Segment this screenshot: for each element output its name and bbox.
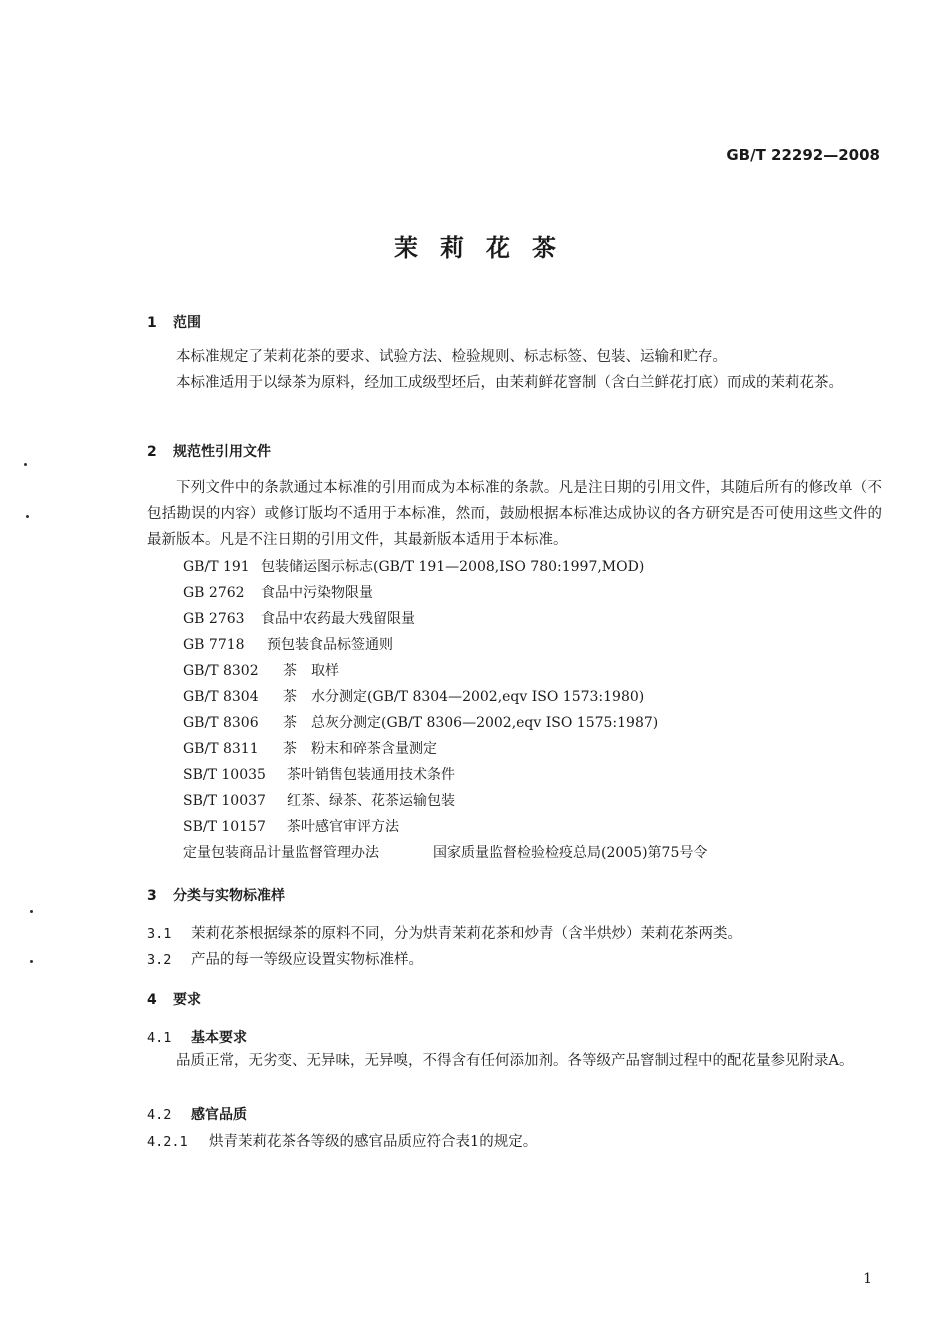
clause-4-2-1	[147, 1130, 537, 1151]
reference-item	[183, 634, 393, 654]
clause-3-1	[147, 922, 742, 943]
reference-item	[183, 556, 644, 576]
reference-title: 预包装食品标签通则	[267, 637, 393, 653]
section-3-heading	[147, 885, 285, 905]
clause-text: 产品的每一等级应设置实物标准样。	[191, 952, 423, 968]
section-1-heading	[147, 312, 201, 332]
section-title: 要求	[173, 992, 201, 1008]
reference-item	[183, 816, 399, 836]
reference-item	[183, 712, 658, 732]
reference-title: 食品中农药最大残留限量	[261, 611, 415, 627]
section-number: 4	[147, 992, 157, 1008]
scope-paragraph-1: 本标准规定了茉莉花茶的要求、试验方法、检验规则、标志标签、包装、运输和贮存。	[176, 349, 727, 365]
reference-title: 包装储运图示标志(GB/T 191—2008,ISO 780:1997,MOD)	[261, 559, 645, 575]
document-title: 茉莉花茶	[394, 234, 578, 262]
normative-references-intro: 下列文件中的条款通过本标准的引用而成为本标准的条款。凡是注日期的引用文件，其随后所有的修改单（不包括勘误的内容）或修订版均不适用于本标准，然而，鼓励根据本标准达成协议的各方研究是否可使用这些文件的最新版本。凡是不注日期的引用文件，其最新版本适用于本标准。	[147, 480, 882, 548]
section-2-heading	[147, 441, 271, 461]
reference-title: 茶 粉末和碎茶含量测定	[283, 741, 437, 757]
clause-number: 4.1	[147, 1030, 172, 1046]
clause-text: 茉莉花茶根据绿茶的原料不同，分为烘青茉莉花茶和炒青（含半烘炒）茉莉花茶两类。	[191, 926, 742, 942]
reference-title: 食品中污染物限量	[261, 585, 373, 601]
clause-number: 4.2.1	[147, 1134, 188, 1150]
section-number: 1	[147, 315, 157, 331]
reference-code: GB 2762	[183, 585, 245, 601]
basic-requirements-paragraph: 品质正常，无劣变、无异味，无异嗅，不得含有任何添加剂。各等级产品窨制过程中的配花量参见附录A。	[176, 1053, 854, 1069]
clause-number: 3.2	[147, 952, 172, 968]
reference-code: SB/T 10037	[183, 793, 266, 809]
section-number: 3	[147, 888, 157, 904]
reference-code: GB 7718	[183, 637, 245, 653]
reference-item	[183, 738, 437, 758]
scan-speck	[30, 960, 33, 963]
reference-code: GB/T 8302	[183, 663, 259, 679]
clause-4-2-heading	[147, 1104, 247, 1124]
page-number: 1	[863, 1271, 872, 1287]
reference-title: 红茶、绿茶、花茶运输包装	[287, 793, 455, 809]
reference-title: 国家质量监督检验检疫总局(2005)第75号令	[433, 845, 708, 861]
reference-title: 茶 水分测定(GB/T 8304—2002,eqv ISO 1573:1980)	[283, 689, 645, 705]
reference-item	[183, 582, 373, 602]
reference-title: 茶叶销售包装通用技术条件	[287, 767, 455, 783]
clause-text: 烘青茉莉花茶各等级的感官品质应符合表1的规定。	[209, 1134, 538, 1150]
scan-speck	[26, 515, 29, 518]
reference-item	[183, 790, 455, 810]
clause-4-1-heading	[147, 1027, 247, 1047]
scan-speck	[24, 463, 27, 466]
reference-code: GB/T 8304	[183, 689, 259, 705]
section-number: 2	[147, 444, 157, 460]
clause-title: 基本要求	[191, 1030, 247, 1046]
reference-code: GB/T 191	[183, 559, 250, 575]
clause-number: 3.1	[147, 926, 172, 942]
clause-number: 4.2	[147, 1107, 172, 1123]
reference-code: 定量包装商品计量监督管理办法	[183, 845, 379, 861]
section-title: 规范性引用文件	[173, 444, 271, 460]
standard-number: GB/T 22292—2008	[726, 146, 880, 164]
reference-item	[183, 764, 455, 784]
reference-code: GB 2763	[183, 611, 245, 627]
reference-title: 茶叶感官审评方法	[287, 819, 399, 835]
scope-paragraph-2: 本标准适用于以绿茶为原料，经加工成级型坯后，由茉莉鲜花窨制（含白兰鲜花打底）而成的茉莉花茶。	[176, 375, 843, 391]
reference-item	[183, 660, 339, 680]
clause-title: 感官品质	[191, 1107, 247, 1123]
reference-item	[183, 686, 644, 706]
reference-item	[183, 842, 707, 862]
reference-code: GB/T 8311	[183, 741, 259, 757]
reference-code: SB/T 10035	[183, 767, 266, 783]
reference-title: 茶 取样	[283, 663, 339, 679]
section-4-heading	[147, 989, 201, 1009]
reference-title: 茶 总灰分测定(GB/T 8306—2002,eqv ISO 1575:1987)	[283, 715, 659, 731]
clause-3-2	[147, 948, 423, 969]
reference-item	[183, 608, 415, 628]
reference-code: SB/T 10157	[183, 819, 266, 835]
reference-code: GB/T 8306	[183, 715, 259, 731]
scan-speck	[30, 910, 33, 913]
section-title: 分类与实物标准样	[173, 888, 285, 904]
section-title: 范围	[173, 315, 201, 331]
